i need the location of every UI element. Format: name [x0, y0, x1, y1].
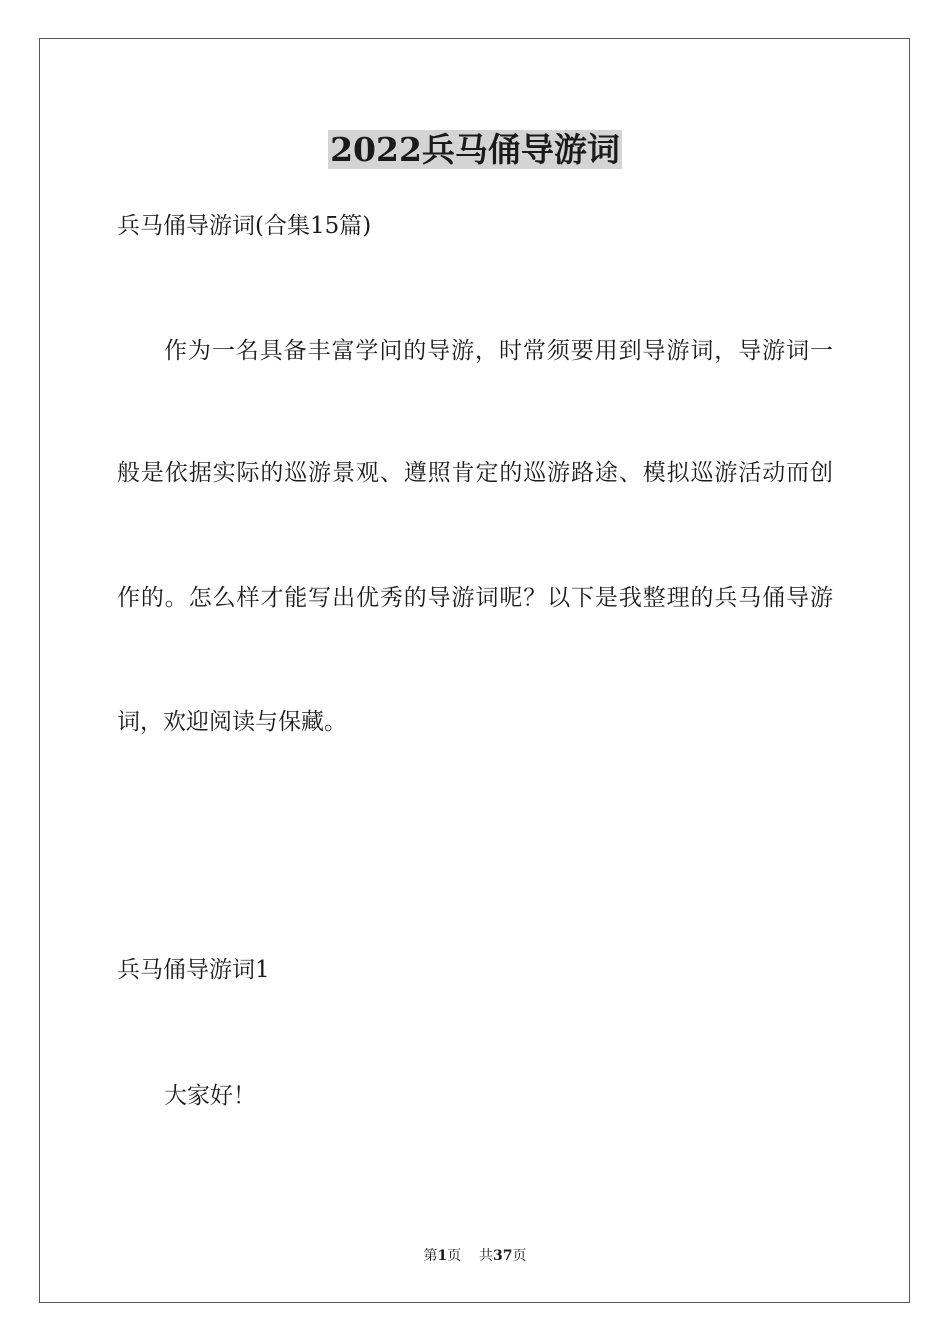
intro-line-3: 作的。怎么样才能写出优秀的导游词呢？以下是我整理的兵马俑导游 — [117, 585, 833, 611]
footer-total-prefix: 共 — [479, 1248, 494, 1264]
footer-total-unit: 页 — [512, 1248, 527, 1264]
footer-total-pages: 37 — [493, 1248, 513, 1264]
page-footer — [0, 1246, 950, 1266]
intro-line-2: 般是依据实际的巡游景观、遵照肯定的巡游路途、模拟巡游活动而创 — [117, 460, 833, 486]
footer-page-number: 1 — [437, 1248, 448, 1264]
greeting-text: 大家好！ — [164, 1083, 256, 1109]
section-heading: 兵马俑导游词1 — [117, 957, 270, 983]
footer-page-unit: 页 — [447, 1248, 462, 1264]
footer-prefix: 第 — [423, 1248, 438, 1264]
document-subtitle: 兵马俑导游词(合集15篇) — [117, 213, 372, 239]
intro-line-1: 作为一名具备丰富学问的导游，时常须要用到导游词，导游词一 — [164, 338, 833, 364]
document-title-text: 2022兵马俑导游词 — [330, 130, 620, 169]
intro-line-4: 词，欢迎阅读与保藏。 — [117, 709, 347, 735]
document-title — [0, 128, 950, 172]
